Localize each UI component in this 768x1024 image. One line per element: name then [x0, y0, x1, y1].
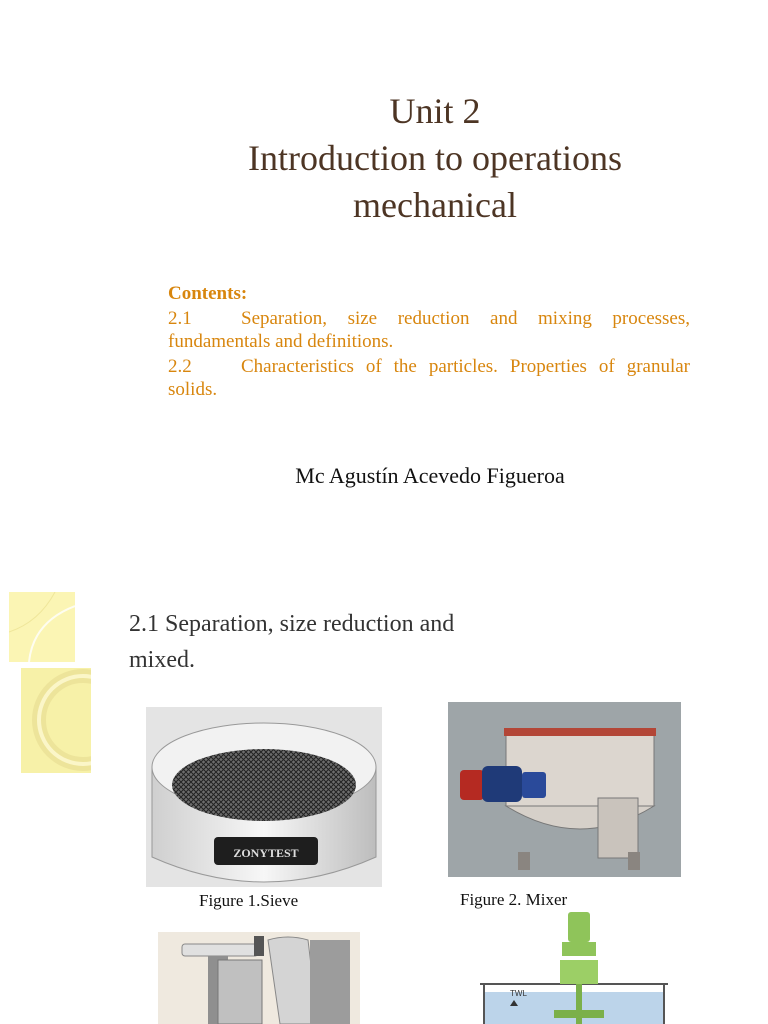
section-title-line-1: 2.1 Separation, size reduction and	[129, 611, 455, 637]
contents-item	[168, 355, 690, 401]
figure-caption: Figure 1.Sieve	[199, 891, 299, 910]
mill-image	[158, 932, 360, 1024]
title-line-1: Unit 2	[389, 91, 481, 131]
contents-list	[168, 282, 690, 403]
title-line-2: Introduction to operations	[248, 138, 622, 178]
sieve-brand-label: ZONYTEST	[233, 846, 299, 860]
title-line-3: mechanical	[353, 185, 517, 225]
sieve-image	[146, 707, 382, 887]
contents-item-text: Separation, size reduction and mixing processes, fundamentals and definitions.	[168, 308, 690, 352]
slide-title	[150, 88, 720, 229]
tank-image	[470, 912, 682, 1024]
level-label: TWL	[510, 989, 527, 998]
decorative-tile	[21, 668, 91, 773]
contents-item-number: 2.2	[168, 356, 192, 377]
contents-item	[168, 307, 690, 353]
ring-decoration-icon	[21, 668, 91, 773]
contents-heading: Contents:	[168, 283, 248, 304]
arc-decoration-icon	[9, 592, 75, 662]
section-title	[129, 606, 509, 678]
mixer-image	[448, 702, 681, 877]
figure-caption: Figure 2. Mixer	[460, 890, 568, 909]
section-title-line-2: mixed.	[129, 647, 195, 673]
contents-item-text: Characteristics of the particles. Properties of granular solids.	[168, 356, 690, 400]
decorative-tile	[9, 592, 75, 662]
author-name: Mc Agustín Acevedo Figueroa	[295, 463, 565, 488]
contents-item-number: 2.1	[168, 308, 192, 329]
